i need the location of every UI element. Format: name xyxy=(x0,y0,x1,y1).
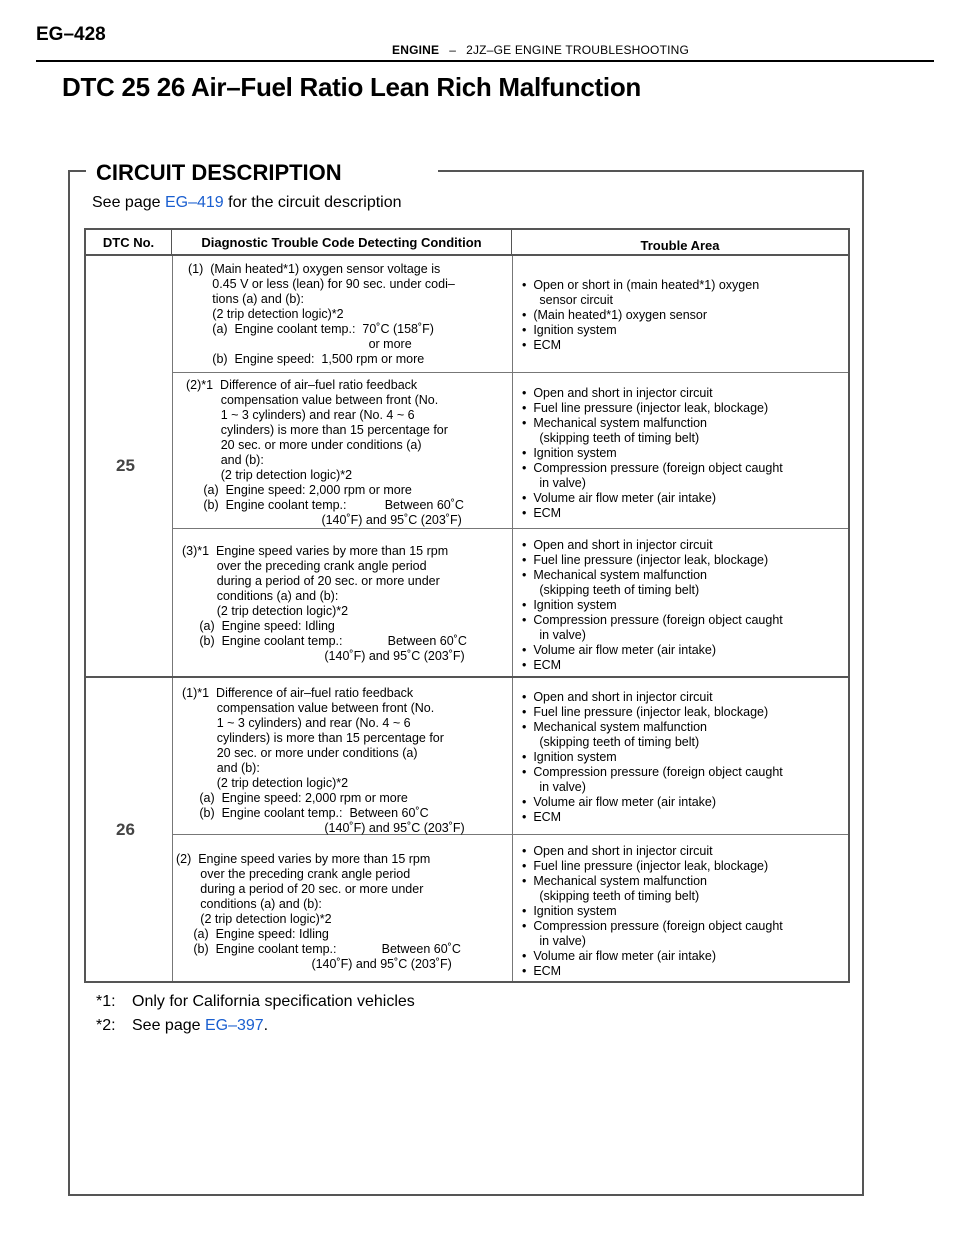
condition-25-1: (1) (Main heated*1) oxygen sensor voltage is 0.45 V or less (lean) for 90 sec. under codi– tions (a) and (b): (2 trip detection logic)*2 (a) Engine coolant temp.: 70˚C (158˚F) or more (b) Engine speed: 1,500 rpm or more xyxy=(188,262,455,366)
dtc-code-26: 26 xyxy=(116,820,135,839)
trouble-area-26-2: • Open and short in injector circuit • Fuel line pressure (injector leak, blockage) • Mechanical system malfunction (skipping teeth of timing belt) • Ignition system • Compression pressure (foreign object caught in valve) • Volume air flow meter (air intake) • ECM xyxy=(522,844,783,978)
condition-26-1: (1)*1 Difference of air–fuel ratio feedback compensation value between front (No. 1 ~ 3 cylinders) and rear (No. 4 ~ 6 cylinders) is more than 15 percentage for 20 sec. or more under conditions (a) and (b): (2 trip detection logic)*2 (a) Engine speed: 2,000 rpm or more (b) Engine coolant temp.: Between 60˚C (140˚F) and 95˚C (203˚F) xyxy=(182,686,465,835)
trouble-area-26-1: • Open and short in injector circuit • Fuel line pressure (injector leak, blockage) • Mechanical system malfunction (skipping teeth of timing belt) • Ignition system • Compression pressure (foreign object caught in valve) • Volume air flow meter (air intake) • ECM xyxy=(522,690,783,824)
dtc-code-25: 25 xyxy=(116,456,135,475)
column-header-trouble-area: Trouble Area xyxy=(512,230,848,256)
footnotes xyxy=(96,990,415,1038)
footnote-1: *1: Only for California specification vehicles xyxy=(96,993,415,1010)
header-separator: – xyxy=(449,43,457,57)
page-number: EG–428 xyxy=(36,24,106,45)
header-rule xyxy=(36,60,934,62)
section-name: ENGINE xyxy=(392,43,440,57)
trouble-area-25-1: • Open or short in (main heated*1) oxygen sensor circuit • (Main heated*1) oxygen sensor • Ignition system • ECM xyxy=(522,278,760,352)
footnote-2: *2: See page EG–397. xyxy=(96,1017,269,1034)
trouble-area-25-2: • Open and short in injector circuit • Fuel line pressure (injector leak, blockage) • Mechanical system malfunction (skipping teeth of timing belt) • Ignition system • Compression pressure (foreign object caught in valve) • Volume air flow meter (air intake) • ECM xyxy=(522,386,783,520)
running-header xyxy=(392,43,689,57)
condition-26-2: (2) Engine speed varies by more than 15 rpm over the preceding crank angle period during a period of 20 sec. or more under conditions (a) and (b): (2 trip detection logic)*2 (a) Engine speed: Idling (b) Engine coolant temp.: Between 60˚C (140˚F) and 95˚C (203˚F) xyxy=(176,852,461,971)
condition-25-3: (3)*1 Engine speed varies by more than 15 rpm over the preceding crank angle period during a period of 20 sec. or more under conditions (a) and (b): (2 trip detection logic)*2 (a) Engine speed: Idling (b) Engine coolant temp.: Between 60˚C (140˚F) and 95˚C (203˚F) xyxy=(182,544,467,663)
column-header-condition: Diagnostic Trouble Code Detecting Condition xyxy=(172,230,512,256)
eg-397-link[interactable]: EG–397 xyxy=(204,1017,264,1034)
subsection-name: 2JZ–GE ENGINE TROUBLESHOOTING xyxy=(466,43,690,57)
condition-25-2: (2)*1 Difference of air–fuel ratio feedback compensation value between front (No. 1 ~ 3 cylinders) and rear (No. 4 ~ 6 cylinders) is more than 15 percentage for 20 sec. or more under conditions (a) and (b): (2 trip detection logic)*2 (a) Engine speed: 2,000 rpm or more (b) Engine coolant temp.: Between 60˚C (140˚F) and 95˚C (203˚F) xyxy=(186,378,464,527)
circuit-see-line: See page EG–419 for the circuit description xyxy=(92,194,402,211)
dtc-table xyxy=(84,228,850,983)
circuit-description-heading: CIRCUIT DESCRIPTION xyxy=(92,160,346,186)
eg-419-link[interactable]: EG–419 xyxy=(164,194,224,211)
page-title: DTC 25 26 Air–Fuel Ratio Lean Rich Malfunction xyxy=(62,72,641,102)
column-header-dtc: DTC No. xyxy=(86,230,172,256)
trouble-area-25-3: • Open and short in injector circuit • Fuel line pressure (injector leak, blockage) • Mechanical system malfunction (skipping teeth of timing belt) • Ignition system • Compression pressure (foreign object caught in valve) • Volume air flow meter (air intake) • ECM xyxy=(522,538,783,672)
